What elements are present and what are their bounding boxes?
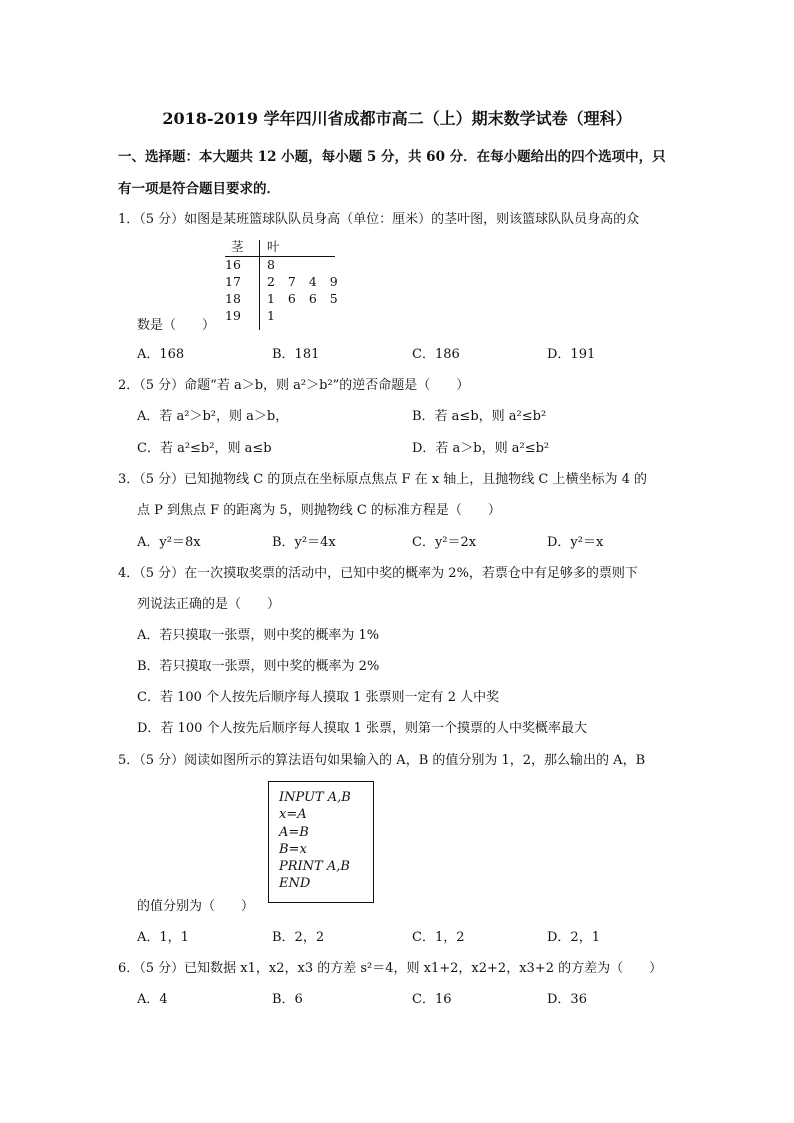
- code-line: B=x: [279, 841, 307, 857]
- section-heading-line1: 一、选择题：本大题共 12 小题，每小题 5 分，共 60 分．在每小题给出的四个选项中，只: [118, 149, 666, 165]
- q1-stem-tail: 数是（ ）: [137, 318, 216, 333]
- stem-value: 16: [225, 257, 241, 272]
- q4-stem-line2: 列说法正确的是（ ）: [137, 597, 281, 612]
- q6-option-d: D．36: [547, 992, 587, 1007]
- q2-option-d: D．若 a＞b，则 a²≤b²: [412, 441, 550, 456]
- q1-option-a: A．168: [137, 347, 185, 362]
- q3-option-d: D．y²＝x: [547, 535, 604, 550]
- q2-option-c: C．若 a²≤b²，则 a≤b: [137, 441, 272, 456]
- q3-option-b: B．y²＝4x: [272, 535, 336, 550]
- q5-option-a: A．1，1: [137, 930, 189, 945]
- stem-value: 18: [225, 291, 241, 306]
- q3-option-a: A．y²＝8x: [137, 535, 201, 550]
- page-title: 2018-2019 学年四川省成都市高二（上）期末数学试卷（理科）: [162, 109, 632, 128]
- leaf-header: 叶: [267, 239, 280, 254]
- q5-option-b: B．2，2: [272, 930, 325, 945]
- q6-option-c: C．16: [412, 992, 452, 1007]
- q2-option-a: A．若 a²＞b²，则 a＞b，: [137, 409, 289, 424]
- q3-option-c: C．y²＝2x: [412, 535, 477, 550]
- q4-option-d: D．若 100 个人按先后顺序每人摸取 1 张票，则第一个摸票的人中奖概率最大: [137, 721, 588, 736]
- q2-option-b: B．若 a≤b，则 a²≤b²: [412, 409, 547, 424]
- q6-option-a: A．4: [137, 992, 168, 1007]
- q4-option-b: B．若只摸取一张票，则中奖的概率为 2%: [137, 659, 380, 674]
- leaf-value: 2 7 4 9: [267, 274, 338, 289]
- q4-option-c: C．若 100 个人按先后顺序每人摸取 1 张票则一定有 2 人中奖: [137, 690, 500, 705]
- q5-stem: 5．（5 分）阅读如图所示的算法语句如果输入的 A，B 的值分别为 1，2，那么输出的 A，B: [118, 753, 646, 768]
- code-line: INPUT A,B: [279, 790, 351, 805]
- leaf-value: 1 6 6 5: [267, 291, 338, 306]
- stem-header: 茎: [231, 239, 244, 254]
- q3-stem-line1: 3．（5 分）已知抛物线 C 的顶点在坐标原点焦点 F 在 x 轴上，且抛物线 C 上横坐标为 4 的: [118, 472, 648, 487]
- table-divider-vertical: [259, 240, 260, 330]
- code-line: PRINT A,B: [279, 859, 350, 875]
- q5-option-c: C．1，2: [412, 930, 465, 945]
- q1-option-d: D．191: [547, 347, 596, 362]
- q5-stem-tail: 的值分别为（ ）: [137, 899, 255, 914]
- section-heading-line2: 有一项是符合题目要求的．: [118, 181, 280, 197]
- leaf-value: 8: [267, 257, 275, 272]
- q6-stem: 6．（5 分）已知数据 x1，x2，x3 的方差 s²＝4，则 x1+2，x2+2，x3+2 的方差为（ ）: [118, 961, 663, 976]
- q6-option-b: B．6: [272, 992, 303, 1007]
- q1-option-c: C．186: [412, 347, 460, 362]
- code-line: END: [279, 876, 311, 892]
- algorithm-code-box: [268, 781, 374, 903]
- code-line: x=A: [279, 807, 307, 823]
- stem-value: 19: [225, 308, 241, 323]
- q3-stem-line2: 点 P 到焦点 F 的距离为 5，则抛物线 C 的标准方程是（ ）: [137, 503, 501, 518]
- q2-stem: 2．（5 分）命题“若 a＞b，则 a²＞b²”的逆否命题是（ ）: [118, 378, 470, 393]
- leaf-value: 1: [267, 308, 275, 323]
- q1-stem: 1．（5 分）如图是某班篮球队队员身高（单位：厘米）的茎叶图，则该篮球队队员身高的众: [118, 212, 640, 227]
- q4-stem-line1: 4．（5 分）在一次摸取奖票的活动中，已知中奖的概率为 2%，若票仓中有足够多的票则下: [118, 566, 638, 581]
- q4-option-a: A．若只摸取一张票，则中奖的概率为 1%: [137, 628, 380, 643]
- code-line: A=B: [279, 824, 309, 840]
- q5-option-d: D．2，1: [547, 930, 600, 945]
- stem-value: 17: [225, 274, 241, 289]
- q1-option-b: B．181: [272, 347, 320, 362]
